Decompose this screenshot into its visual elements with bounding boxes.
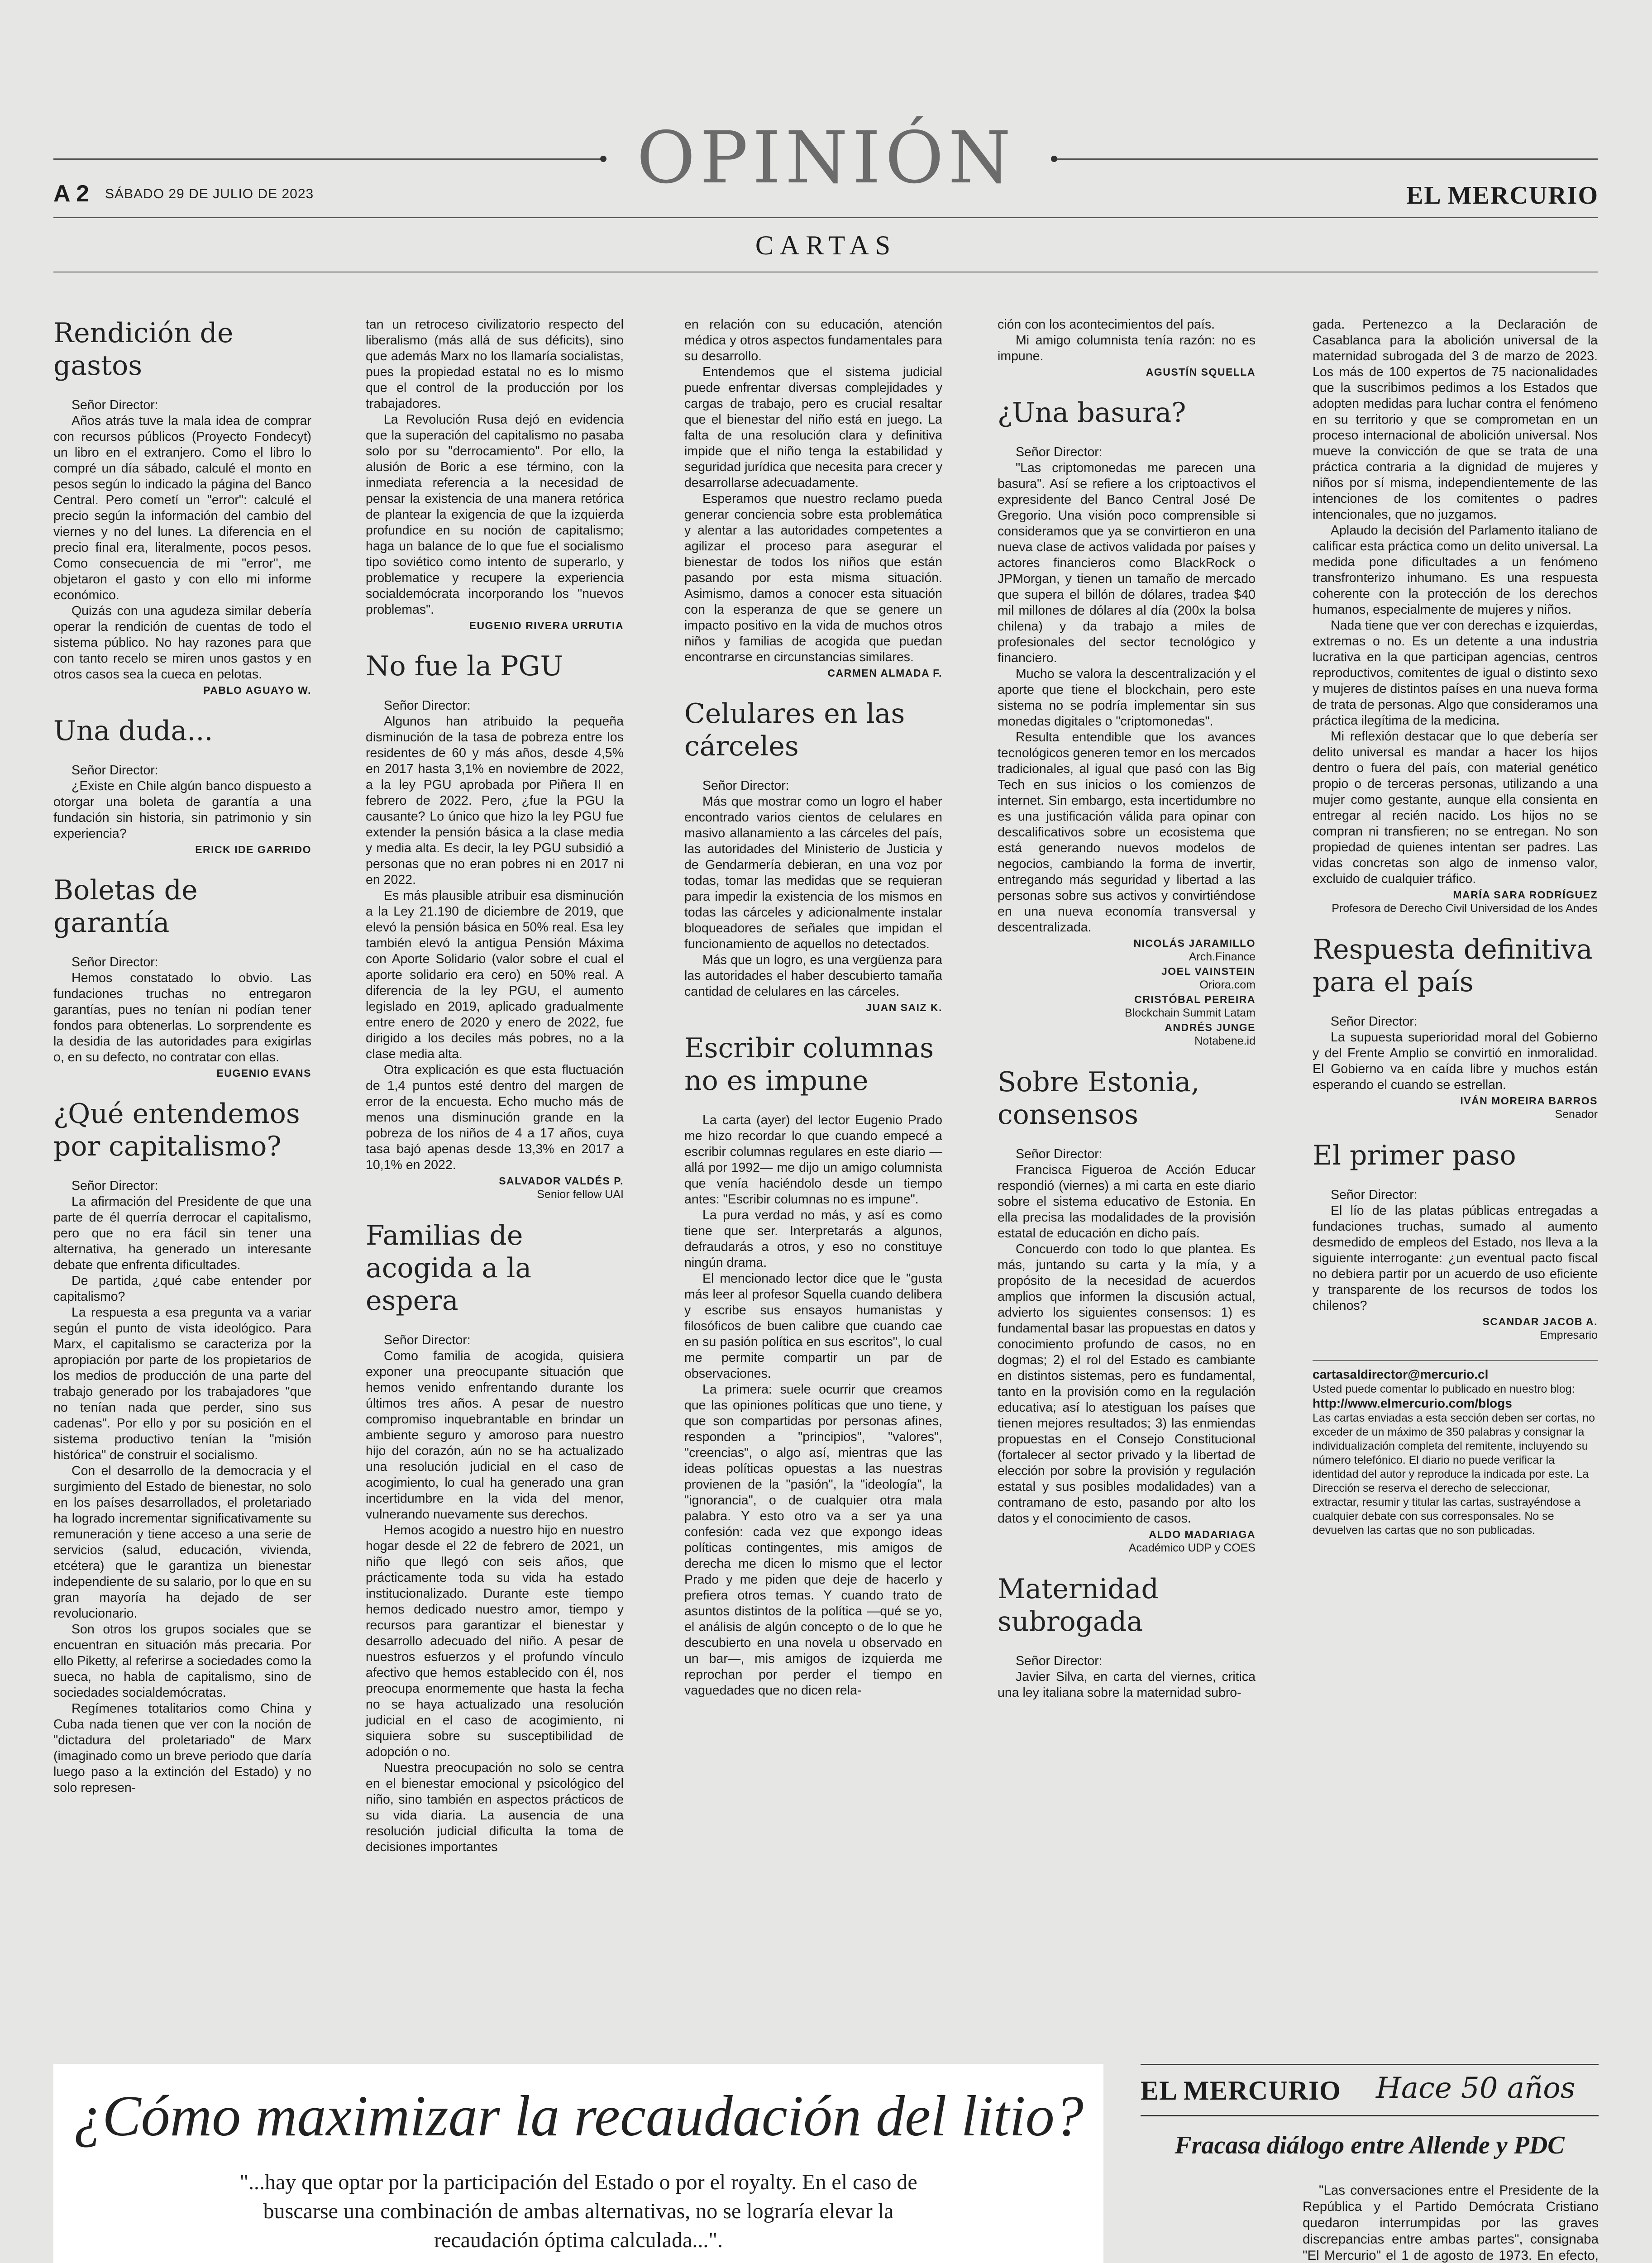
letter-signature-affiliation: Académico UDP y COES [1128,1542,1256,1554]
letter-paragraph: Concuerdo con todo lo que plantea. Es más, juntando su carta y la mía, y a propósito de la necesidad de acuerdos amplios que informen la discusión actual, advierto los siguientes consensos: 1) es fundamental basar las propuestas en datos y conocimiento profundo de casos, no en dogmas; 2) el rol del Estado es cambiante en distintos sistemas, pero es fundamental, tanto en la provisión como en la regulación educativa; así lo atestiguan los países que tienen mejores resultados; 3) las enmiendas propuestas en el Consejo Constitucional (fortalecer al sector privado y la libertad de elección por sobre la provisión y regulación estatal y sus posibles modalidades) van a contramano de esto, pasando por alto los datos y el conocimiento de casos. [998,1242,1256,1526]
letter-title: ¿Una basura? [998,397,1186,429]
hace-50-title: Fracasa diálogo entre Allende y PDC [1175,2131,1565,2159]
hace-50-body [1141,2182,1599,2263]
letter-continued [684,317,942,679]
letter [684,697,942,1014]
letter-paragraph: Resulta entendible que los avances tecnológicos generen temor en los mercados tradicionales, al igual que pasó con las Big Tech en sus inicios o los comienzos de internet. Sin embargo, esta incertidumbre no es una justificación válida para opinar con descalificativos sobre un ecosistema que está generando nuevos modelos de negocios, cambiando la forma de invertir, entregando más seguridad y libertad a las personas sobre sus activos y convirtiéndose en una nueva economía transversal y descentralizada. [998,730,1256,935]
letter-paragraph: Años atrás tuve la mala idea de comprar con recursos públicos (Proyecto Fondecyt) un libro en el extranjero. Como el libro lo compré un día sábado, calculé el monto en pesos según lo indicado la página del Banco Central. Pero cometí un "error": calculé el precio según la información del cambio del viernes y no del lunes. La diferencia en el precio final era, literalmente, pocos pesos. Como consecuencia de mi "error", me objetaron el gasto y con ello mi informe económico. [53,414,311,602]
letter-paragraph: Con el desarrollo de la democracia y el surgimiento del Estado de bienestar, no solo en los países desarrollados, el proletariado ha logrado incrementar significativamente su remuneración y tiene acceso a una serie de servicios (salud, educación, vivienda, etcétera) que le garantiza un bienestar independiente de su salario, por lo que en su gran mayoría ha dejado de ser revolucionario. [53,1464,311,1621]
letter-paragraph: ción con los acontecimientos del país. [998,317,1215,332]
section-title: OPINIÓN [636,116,1016,200]
page-header [0,0,1652,281]
letter-signature-affiliation: Profesora de Derecho Civil Universidad de los Andes [1332,902,1598,915]
letter-title: Respuesta definitiva para el país [1313,934,1593,998]
letter-salutation: Señor Director: [384,1333,471,1347]
letter-paragraph: ¿Existe en Chile algún banco dispuesto a otorgar una boleta de garantía a una fundación sin historia, sin patrimonio y sin experiencia? [53,779,311,841]
letter-signature-affiliation: Empresario [1540,1329,1598,1342]
letter-signature-affiliation: Arch.Finance [1189,950,1256,963]
letter-continued [998,317,1256,378]
letter-paragraph: gada. Pertenezco a la Declaración de Casablanca para la abolición universal de la maternidad subrogada del 3 de marzo de 2023. Los más de 100 expertos de 75 nacionalidades que la suscribimos pedimos a los Estados que adopten medidas para luchar contra el fenómeno en su territorio y que se comprometan en un proceso internacional de abolición universal. Nos mueve la convicción de que se trata de una práctica contraria a la dignidad de mujeres y niños por sí misma, independientemente de las intenciones de los comitentes o padres intencionales, que no juzgamos. [1313,317,1598,522]
letter-title: Celulares en las cárceles [684,698,905,762]
letter-paragraph: Regímenes totalitarios como China y Cuba nada tienen que ver con la noción de "dictadura del proletariado" de Marx (imaginado como un breve periodo que daría luego paso a la extinción del Estado) y no solo represen- [53,1701,311,1795]
hace-50-brand: EL MERCURIO [1141,2076,1341,2105]
letter-signature: NICOLÁS JARAMILLO [1133,937,1256,949]
letter-paragraph: en relación con su educación, atención médica y otros aspectos fundamentales para su desarrollo. [684,317,942,363]
letters-column-4 [998,317,1256,1719]
letter-paragraph: De partida, ¿qué cabe entender por capitalismo? [53,1274,311,1304]
letter [998,1066,1256,1555]
subsection-title: CARTAS [755,230,897,260]
letter-title: Maternidad subrogada [998,1573,1159,1638]
letter-signature: PABLO AGUAYO W. [203,684,311,696]
letter-paragraph: Esperamos que nuestro reclamo pueda generar conciencia sobre esta problemática y alentar a las autoridades competentes a agilizar el proceso para asegurar el bienestar de todos los niños que están pasando por esta misma situación. Asimismo, damos a conocer esta situación con la esperanza de que se genere un impacto positivo en la vida de muchos otros niños y familias de acogida que puedan encontrarse en circunstancias similares. [684,492,942,664]
letter-paragraph: Nada tiene que ver con derechas e izquierdas, extremas o no. Es un detente a una industria lucrativa en la que participan agencias, centros reproductivos, comitentes de igual o distinto sexo y mujeres de distintos países en una nueva forma de trata de personas. Algo que consideramos una práctica ilegítima de la medicina. [1313,618,1598,728]
letter-title: Boletas de garantía [53,874,198,939]
letter-paragraph: El lío de las platas públicas entregadas a fundaciones truchas, sumado al aumento desmedido de empleos del Estado, nos lleva a la siguiente interrogante: ¿un eventual pacto fiscal no debiera partir por un acuerdo de uso eficiente y transparente de los recursos de todos los chilenos? [1313,1203,1598,1313]
letter-signature: MARÍA SARA RODRÍGUEZ [1453,889,1598,901]
letter-salutation: Señor Director: [384,698,471,713]
letter-title: El primer paso [1313,1140,1516,1171]
letter-paragraph: tan un retroceso civilizatorio respecto del liberalismo (más allá de sus déficits), sino que además Marx no los llamaría socialistas, pues la propiedad estatal no es lo mismo que el control de la producción por los trabajadores. [366,317,624,411]
letter-salutation: Señor Director: [1331,1014,1418,1029]
letter-signature: ERICK IDE GARRIDO [195,844,311,855]
letter [684,1032,942,1699]
letter-continued [1313,317,1598,915]
letter-salutation: Señor Director: [72,398,158,412]
letter-paragraph: Hemos constatado lo obvio. Las fundaciones truchas no entregaron garantías, pues no tenían ni podían tener fondos para obtenerlas. Lo sorprendente es la desidia de las autoridades para exigirlas o, en su defecto, no contratar con ellas. [53,971,311,1065]
letter-signature: SALVADOR VALDÉS P. [499,1175,624,1187]
letter-paragraph: Es más plausible atribuir esa disminución a la Ley 21.190 de diciembre de 2019, que elevó la pensión básica en 50% real. Esa ley también elevó la antigua Pensión Máxima con Aporte Solidario (valor sobre el cual el aporte solidario era cero) en 50% real. A diferencia de la ley PGU, el aumento legislado en 2019, aplicado gradualmente entre enero de 2020 y enero de 2022, fue dirigido a los deciles más pobres, no a la clase media alta. [366,888,624,1061]
letter-paragraph: La supuesta superioridad moral del Gobierno y del Frente Amplio se convirtió en inmoralidad. El Gobierno va en caída libre y muchos están esperando el cuando se estrellan. [1313,1030,1598,1092]
letter-paragraph: La respuesta a esa pregunta va a variar según el punto de vista ideológico. Para Marx, el capitalismo se caracteriza por la apropiación por parte de los propietarios de los medios de producción de una parte del trabajo generado por los trabajadores "que no tenían nada que perder, sino sus cadenas". Por ello y por su posición en el sistema productivo tenían la "misión histórica" de construir el socialismo. [53,1305,311,1462]
letter [366,1219,624,1855]
feature-pull-quote: "...hay que optar por la participación del Estado o por el royalty. En el caso de buscarse una combinación de ambas alternativas, no se lograría elevar la recaudación óptima calculada...". [239,2170,917,2252]
letter-paragraph: Javier Silva, en carta del viernes, critica una ley italiana sobre la maternidad subro- [998,1670,1256,1700]
contact-email[interactable]: cartasaldirector@mercurio.cl [1313,1367,1489,1381]
letter-paragraph: Más que un logro, es una vergüenza para las autoridades el haber descubierto tamaña cantidad de celulares en las cárceles. [684,953,942,999]
letter-title: Escribir columnas no es impune [684,1032,934,1097]
hace-50-header [1141,2064,1599,2116]
contact-note [1313,1360,1598,1537]
letter-paragraph: El mencionado lector dice que le "gusta más leer al profesor Squella cuando delibera y escribe sus ensayos humanistas y filosóficos de buen calibre que cuando cae en su pasión política en sus escritos", lo cual me permite compartir un par de observaciones. [684,1271,942,1381]
letter-paragraph: Aplaudo la decisión del Parlamento italiano de calificar esta práctica como un delito universal. La medida pone dificultades a un fenómeno transfronterizo inhumano. Es una respuesta coherente con la protección de los derechos humanos, especialmente de mujeres y niños. [1313,523,1598,617]
letter-signature-affiliation: Senior fellow UAI [537,1188,624,1201]
letter-paragraph: Entendemos que el sistema judicial puede enfrentar diversas complejidades y cargas de trabajo, pero es crucial resaltar que el bienestar del niño está en juego. La falta de una resolución clara y definitiva impide que el niño tenga la estabilidad y seguridad jurídica que necesita para crecer y desarrollarse adecuadamente. [684,365,942,490]
letter [998,1573,1256,1701]
letter [1313,933,1598,1121]
letters-column-3 [684,317,942,1717]
letter [53,874,311,1079]
letter-paragraph: Mi reflexión destacar que lo que debería ser delito universal es mandar a hacer los hijos dentro o fuera del país, con material genético propio o de terceras personas, utilizando a una mujer como gestante, aunque ella consienta en entregar al recién nacido. Los hijos no se compran ni transfieren; no se entregan. No son propiedad de quienes intentan ser padres. Las vidas concretas son algo de inmenso valor, excluido de cualquier tráfico. [1313,729,1598,886]
letter-paragraph: Mi amigo columnista tenía razón: no es impune. [998,333,1256,363]
letter-paragraph: La primera: suele ocurrir que creamos que las opiniones políticas que uno tiene, y que son compartidas por personas afines, responden a "principios", "valores", "creencias", o algo así, mientras que las ideas políticas opuestas a las nuestras provienen de la "pasión", la "ideología", la "ignorancia", o de cualquier otra mala palabra. Y esto otro va a ser ya una confesión: cada vez que expongo ideas políticas contingentes, mis amigos de derecha me dicen lo mismo que el lector Prado y me piden que deje de hacerlo y prefiera otros temas. Y cuando trato de asuntos distintos de la política —qué se yo, el análisis de algún concepto o de lo que he descubierto en una novela u observado en un bar—, mis amigos de izquierda me reprochan por perder el tiempo en vaguedades que no dicen rela- [684,1382,942,1698]
letter-paragraph: Como familia de acogida, quisiera exponer una preocupante situación que hemos venido enfrentando durante los últimos tres años. A pesar de nuestro compromiso inquebrantable en brindar un ambiente seguro y amoroso para nuestro hijo del corazón, aún no se ha actualizado una resolución judicial en el caso de acogimiento, lo cual ha generado una gran incertidumbre en la vida del menor, vulnerando nuevamente sus derechos. [366,1349,624,1522]
letter-salutation: Señor Director: [702,778,789,793]
hace-50-paragraph: "Las conversaciones entre el Presidente de la República y el Partido Demócrata Cristiano quedaron interrumpidas por las graves discrepancias entre ambas partes", consignaba "El Mercurio" el 1 de agosto de 1973. En efecto, [1303,2183,1599,2263]
letter-signature-affiliation: Notabene.id [1194,1035,1256,1047]
letters-column-1 [53,317,311,1814]
letter [1313,1139,1598,1342]
letter-paragraph: Otra explicación es que esta fluctuación de 1,4 puntos esté dentro del margen de error de la encuesta. Echo mucho más de menos una disminución grande en la pobreza de los niños de 4 a 17 años, cuya tasa bajó apenas desde 13,3% en 2017 a 10,1% en 2022. [366,1063,624,1172]
feature-title: ¿Cómo maximizar la recaudación del litio? [73,2084,1084,2148]
letter-salutation: Señor Director: [72,763,158,778]
letter-paragraph: La afirmación del Presidente de que una parte de él querría derrocar el capitalismo, pero que no era fácil sin tener una alternativa, ha generado un interesante debate que enfrenta dificultades. [53,1194,311,1272]
letter-title: Rendición de gastos [53,317,234,382]
header-rule-mid [53,217,1598,218]
letters-column-5 [1313,317,1598,1537]
letter [998,396,1256,1048]
feature-article [53,2064,1103,2263]
letter-title: Familias de acogida a la espera [366,1220,532,1317]
letter-paragraph: Son otros los grupos sociales que se encuentran en situación más precaria. Por ello Piketty, al referirse a sociedades como la sueca, no habla de capitalismo, sino de sociedades socialdemócratas. [53,1622,311,1700]
letter-paragraph: "Las criptomonedas me parecen una basura". Así se refiere a los criptoactivos el expresidente del Banco Central José De Gregorio. Una visión poco comprensible si consideramos que ya se convirtieron en una nueva clase de activos validada por países y actores financieros como BlackRock o JPMorgan, y tienen un tamaño de mercado que supera el billón de dólares, tradea $40 mil millones de dólares al día (200x la bolsa chilena) y da trabajo a miles de profesionales del sector tecnológico y financiero. [998,461,1256,665]
letter-title: No fue la PGU [366,650,563,682]
hace-50-tag: Hace 50 años [1376,2072,1576,2105]
publication-date: SÁBADO 29 DE JULIO DE 2023 [105,186,314,201]
letter-signature: IVÁN MOREIRA BARROS [1460,1095,1598,1107]
letter-paragraph: Francisca Figueroa de Acción Educar respondió (viernes) a mi carta en este diario sobre el sistema educativo de Estonia. En ella precisa las modalidades de la provisión estatal de educación en dicho país. [998,1163,1256,1241]
contact-rules: Las cartas enviadas a esta sección deben ser cortas, no exceder de un máximo de 350 palabras y consignar la individualización completa del remitente, incluyendo su número telefónico. El diario no puede verificar la identidad del autor y reproduce la indicada por este. La Dirección se reserva el derecho de seleccionar, extractar, resumir y titular las cartas, sustrayéndose a cualquier debate con sus corresponsales. No se devuelven las cartas que no son publicadas. [1313,1412,1595,1537]
letter-title: Sobre Estonia, consensos [998,1066,1200,1131]
letter-signature: CRISTÓBAL PEREIRA [1134,993,1256,1005]
letter-signature: ALDO MADARIAGA [1149,1528,1256,1540]
letter-paragraph: La carta (ayer) del lector Eugenio Prado me hizo recordar lo que cuando empecé a escribir columnas regulares en este diario —allá por 1992— me dijo un amigo columnista que venía haciéndolo desde un tiempo antes: "Escribir columnas no es impune". [684,1113,942,1207]
newspaper-name: EL MERCURIO [1406,181,1599,210]
letter [53,1098,311,1796]
letter-paragraph: La Revolución Rusa dejó en evidencia que la superación del capitalismo no pasaba solo por su "derrocamiento". Por ello, la alusión de Boric a ese término, con la inmediata referencia a la necesidad de pensar la existencia de una manera retórica de plantear la exigencia de que la izquierda profundice en su noción de capitalismo; haga un balance de lo que fue el socialismo tipo soviético como intento de superarlo, y problematice y recupere la experiencia socialdemócrata incorporando los "nuevos problemas". [366,412,624,617]
letter-signature-affiliation: Oriora.com [1199,979,1256,991]
letter-salutation: Señor Director: [1016,445,1103,459]
letter-signature: CARMEN ALMADA F. [827,667,942,679]
letter-signature: EUGENIO RIVERA URRUTIA [469,620,624,631]
page-number: A 2 [53,181,89,207]
letter-paragraph: Quizás con una agudeza similar debería operar la rendición de cuentas de todo el sistema público. No hay razones para que con tanto recelo se miren unos gastos y en otros casos sea la cueca en pelotas. [53,604,311,682]
letter-signature-affiliation: Senador [1555,1108,1598,1121]
letter-signature: SCANDAR JACOB A. [1482,1316,1598,1327]
letter-title: ¿Qué entendemos por capitalismo? [53,1098,300,1162]
letter [366,650,624,1201]
letter-signature: ANDRÉS JUNGE [1165,1022,1256,1033]
letter-paragraph: Mucho se valora la descentralización y el aporte que tiene el blockchain, pero este sistema no se podría implementar sin sus monedas digitales o "criptomonedas". [998,667,1256,729]
letter-signature: JUAN SAIZ K. [866,1002,942,1013]
letter-salutation: Señor Director: [72,1179,158,1193]
letter-signature: JOEL VAINSTEIN [1161,965,1256,977]
blog-link[interactable]: http://www.elmercurio.com/blogs [1313,1396,1512,1410]
letter-salutation: Señor Director: [1331,1188,1418,1202]
letter-paragraph: Nuestra preocupación no solo se centra en el bienestar emocional y psicológico del niño, sino también en aspectos prácticos de su vida diaria. La ausencia de una resolución judicial dificulta la toma de decisiones importantes [366,1761,624,1854]
letter-paragraph: Más que mostrar como un logro el haber encontrado varios cientos de celulares en masivo allanamiento a las cárceles del país, las autoridades del Ministerio de Justicia y de Gendarmería debieran, en una voz por todas, tomar las medidas que se requieran para impedir la existencia de los mismos en todas las cárceles y adicionalmente instalar bloqueadores de señales que impidan el funcionamiento de aquellos no detectados. [684,794,942,951]
letter-salutation: Señor Director: [1016,1147,1103,1161]
letter-salutation: Señor Director: [72,955,158,969]
blog-label: Usted puede comentar lo publicado en nuestro blog: [1313,1383,1575,1395]
letter-title: Una duda... [53,715,213,747]
letter-paragraph: Algunos han atribuido la pequeña disminución de la tasa de pobreza entre los residentes de 60 y más años, desde 4,5% en 2017 hasta 3,1% en noviembre de 2022, a la ley PGU aprobada por Piñera II en febrero de 2022. Pero, ¿fue la PGU la causante? Lo único que hizo la ley PGU fue extender la pensión básica a la clase media y media alta. Es decir, la ley PGU subsidió a personas que no eran pobres ni en 2017 ni en 2022. [366,714,624,887]
letter-signature: AGUSTÍN SQUELLA [1146,366,1256,378]
letter-signature: EUGENIO EVANS [216,1067,311,1079]
letter-paragraph: La pura verdad no más, y así es como tiene que ser. Interpretarás a algunos, defraudarás a otros, y eso no constituye ningún drama. [684,1208,942,1270]
letter-salutation: Señor Director: [1016,1654,1103,1668]
letter [53,715,311,856]
letter [53,317,311,697]
letter-continued [366,317,624,632]
letter-signature-affiliation: Blockchain Summit Latam [1124,1007,1256,1019]
letters-column-2 [366,317,624,1873]
letter-paragraph: Hemos acogido a nuestro hijo en nuestro hogar desde el 22 de febrero de 2021, un niño que llegó con seis años, que prácticamente toda su vida ha estado institucionalizado. Durante este tiempo hemos dedicado nuestro amor, tiempo y recursos para garantizar el bienestar y desarrollo adecuado del niño. A pesar de nuestros esfuerzos y el profundo vínculo afectivo que hemos establecido con él, nos preocupa enormemente que hasta la fecha no se haya actualizado una resolución judicial en el caso de acogimiento, ni siquiera sobre su susceptibilidad de adopción o no. [366,1523,624,1759]
